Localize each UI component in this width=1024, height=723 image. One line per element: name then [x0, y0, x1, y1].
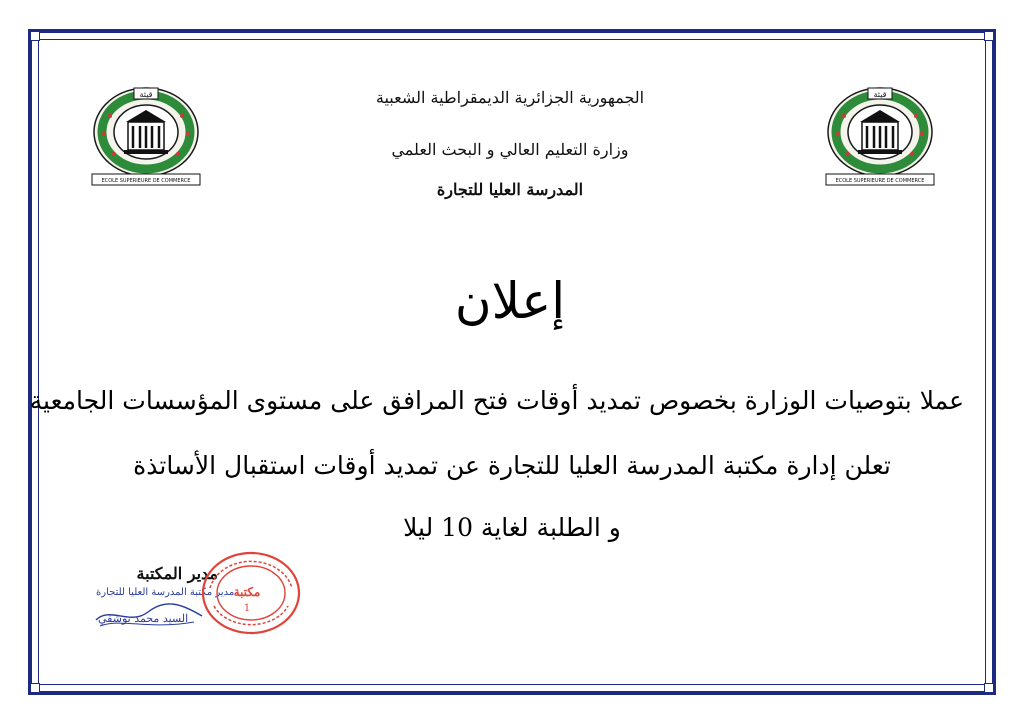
- school-seal-logo: [818, 82, 942, 192]
- border-corner: [984, 683, 994, 693]
- stamp-number: 1: [243, 603, 251, 614]
- seal-top-text: قيثة: [873, 90, 887, 99]
- stamp-label: مكتبة: [233, 585, 261, 599]
- school-seal-logo: [84, 82, 208, 192]
- announcement-line-2: تعلن إدارة مكتبة المدرسة العليا للتجارة عن تمديد أوقات استقبال الأساتذة: [133, 451, 891, 480]
- ministry-name: وزارة التعليم العالي و البحث العلمي: [391, 140, 629, 159]
- country-name: الجمهورية الجزائرية الديمقراطية الشعبية: [375, 88, 645, 107]
- handwritten-name: السيد محمد بوشفي: [98, 612, 189, 625]
- seal-top-text: قيثة: [139, 90, 153, 99]
- announcement-line-1: عملا بتوصيات الوزارة بخصوص تمديد أوقات فتح المرافق على مستوى المؤسسات الجامعية: [29, 386, 964, 415]
- announcement-line-3: و الطلبة لغاية 10 ليلا: [403, 513, 621, 542]
- seal-bottom-text: ECOLE SUPERIEURE DE COMMERCE: [835, 178, 925, 184]
- handwritten-position: مدير مكتبة المدرسة العليا للتجارة: [96, 587, 235, 598]
- border-corner: [30, 31, 40, 41]
- signature-scribble: [90, 596, 210, 630]
- signatory-title: مدير المكتبة: [136, 564, 218, 583]
- border-corner: [30, 683, 40, 693]
- border-corner: [984, 31, 994, 41]
- seal-bottom-text: ECOLE SUPERIEURE DE COMMERCE: [101, 178, 191, 184]
- announcement-title: إعلان: [454, 272, 566, 330]
- school-name: المدرسة العليا للتجارة: [436, 180, 584, 199]
